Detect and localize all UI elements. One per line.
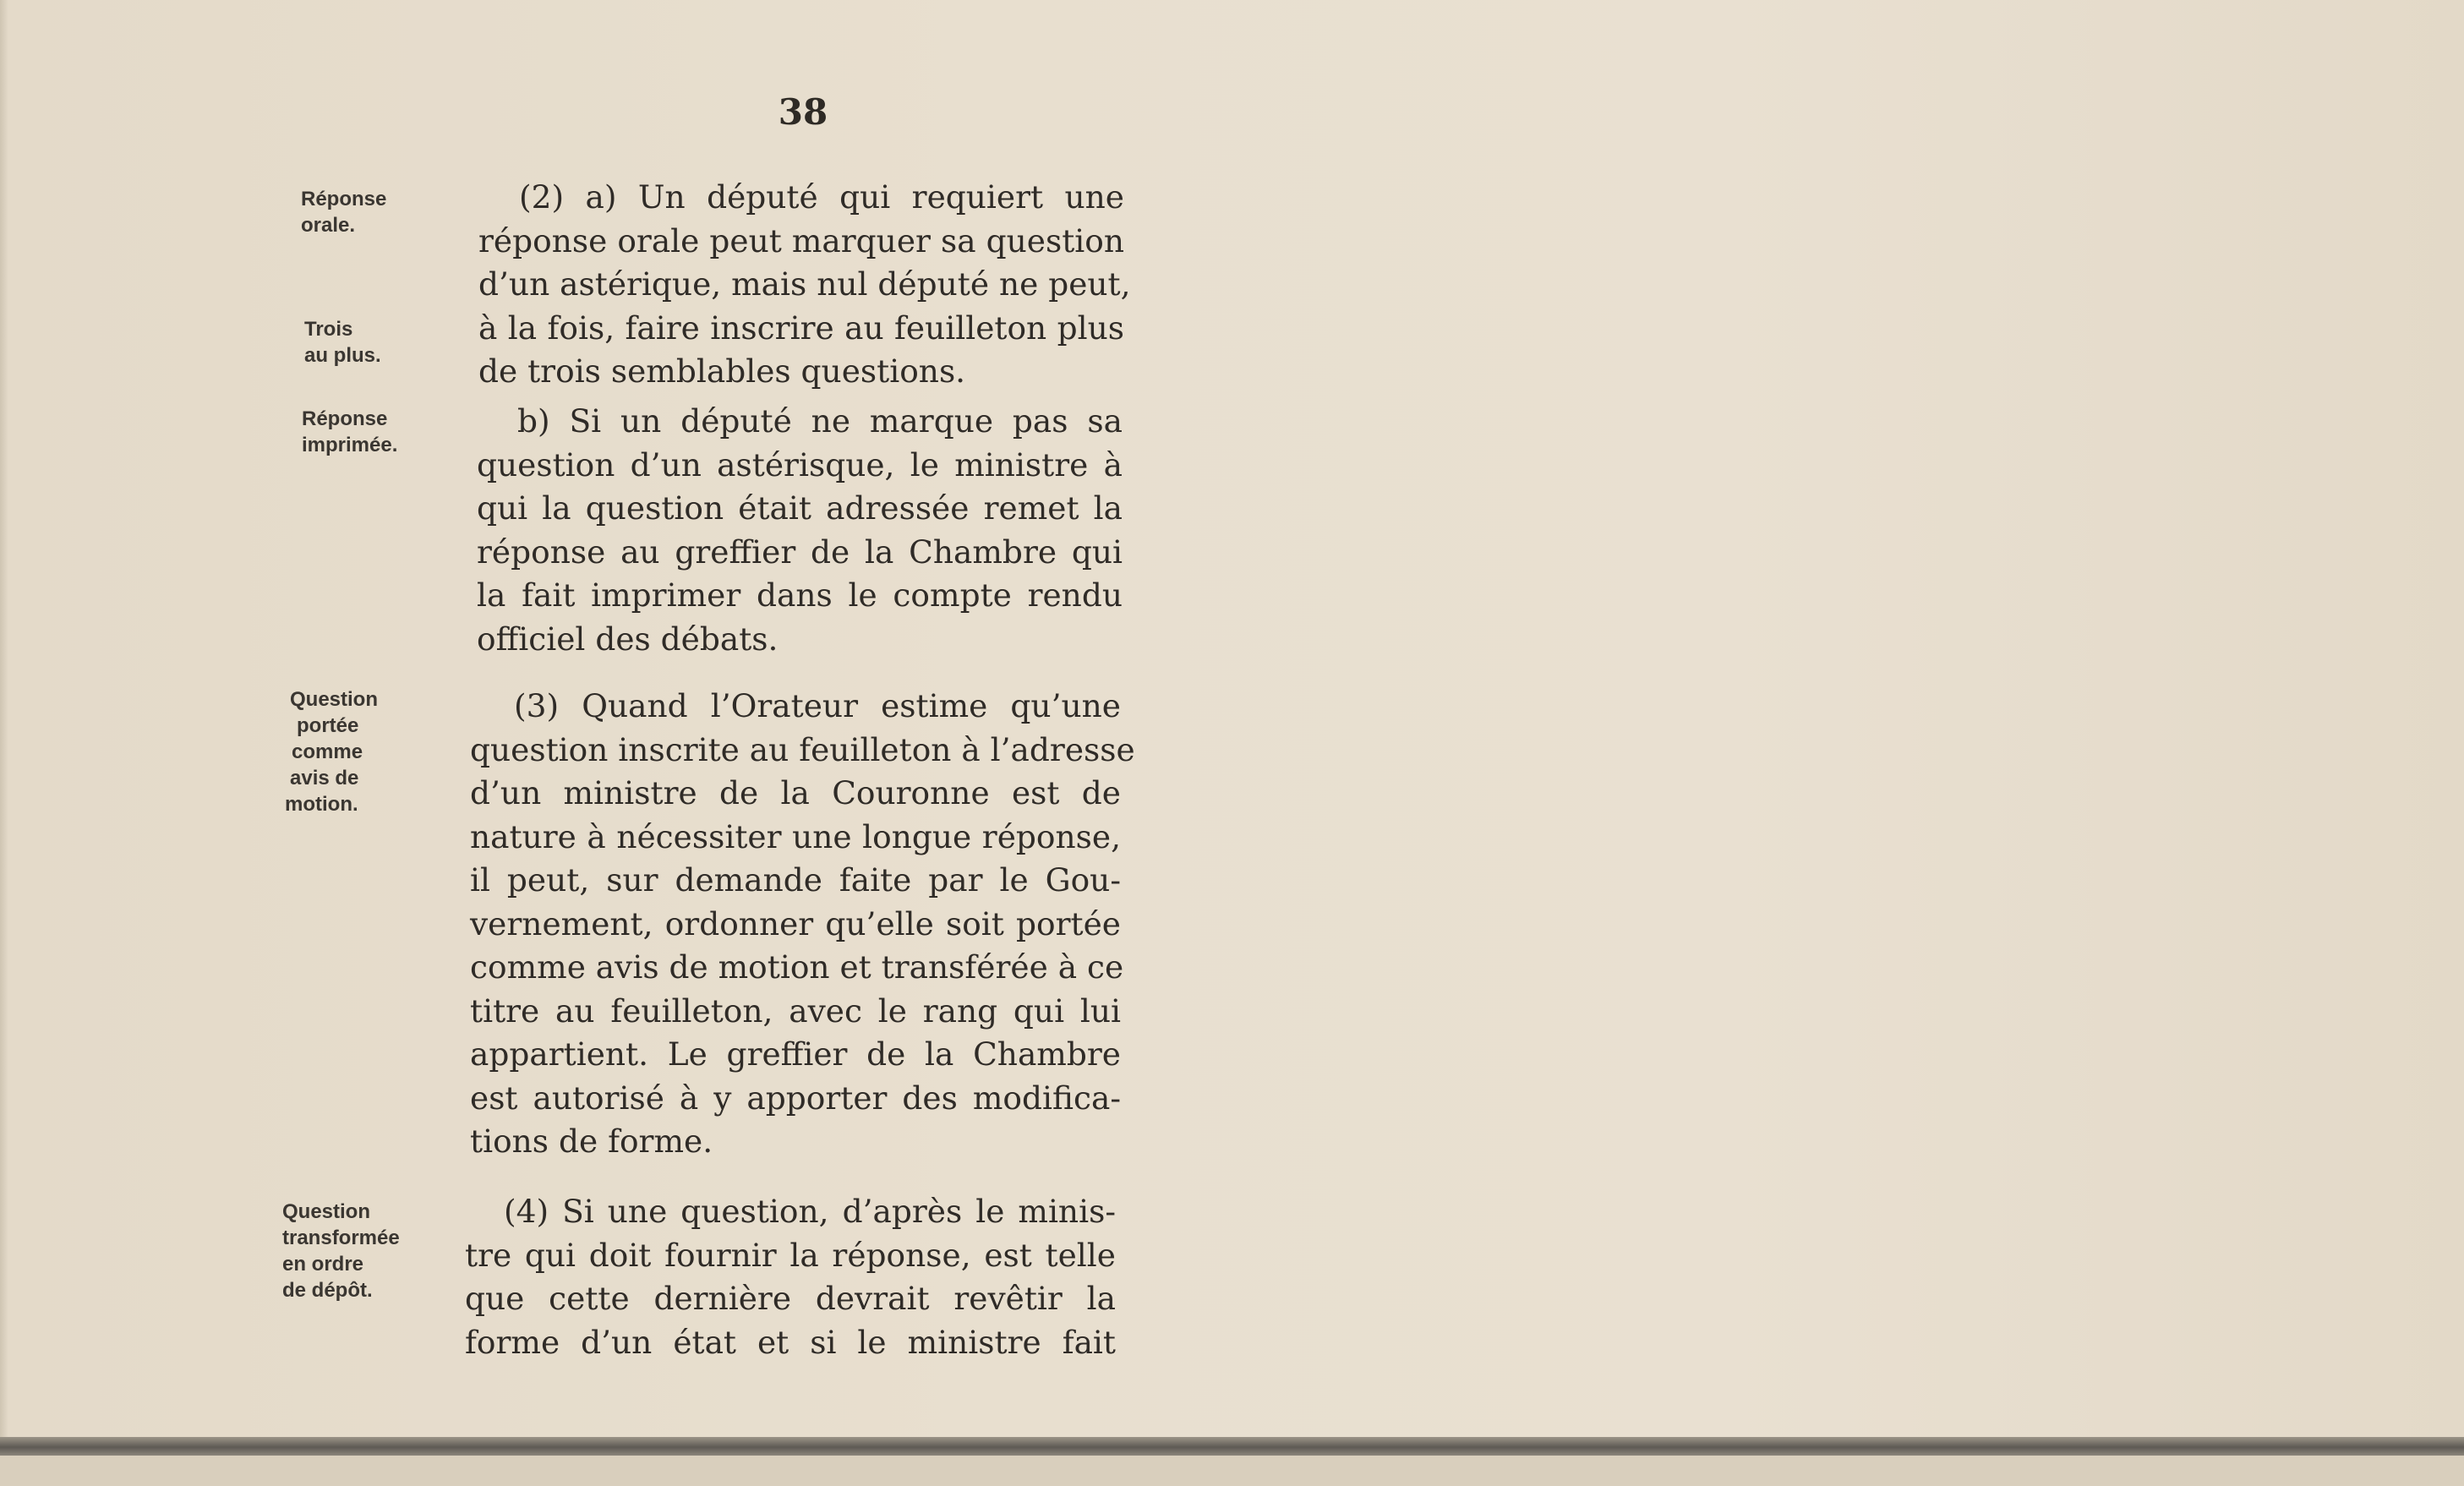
text-line: comme avis de motion et transférée à ce <box>470 948 1124 986</box>
margin-note-line: imprimée. <box>302 434 398 456</box>
text-line: (3) Quand l’Orateur estime qu’une <box>514 687 1121 724</box>
text-line: d’un ministre de la Couronne est de <box>470 774 1121 811</box>
margin-note-line: orale. <box>301 214 356 237</box>
text-line: (4) Si une question, d’après le minis- <box>504 1193 1116 1230</box>
text-line: est autorisé à y apporter des modifica- <box>470 1079 1121 1117</box>
text-line: la fait imprimer dans le compte rendu <box>477 576 1123 614</box>
paragraph-2a <box>478 176 1131 394</box>
text-line: officiel des débats. <box>477 620 779 658</box>
margin-note-reponse-orale <box>301 186 462 238</box>
margin-note-line: en ordre <box>282 1253 364 1276</box>
text-line: nature à nécessiter une longue réponse, <box>470 817 1121 855</box>
margin-note-trois-au-plus <box>304 316 465 369</box>
text-line: que cette dernière devrait revêtir la <box>465 1280 1116 1317</box>
text-line: forme d’un état et si le ministre fait <box>465 1323 1116 1361</box>
margin-note-question-transformee <box>282 1199 443 1303</box>
page-number: 38 <box>778 91 828 133</box>
text-line: question inscrite au feuilleton à l’adresse <box>470 730 1135 768</box>
margin-note-line: Question <box>290 688 379 711</box>
text-line: vernement, ordonner qu’elle soit portée <box>470 904 1121 942</box>
margin-note-line: Réponse <box>301 188 387 210</box>
page-spine-shadow <box>0 0 8 1437</box>
margin-note-reponse-imprimee <box>302 406 462 458</box>
text-line: à la fois, faire inscrire au feuilleton plus <box>478 309 1124 347</box>
margin-note-line: transformée <box>282 1226 400 1249</box>
margin-note-line: avis de <box>290 767 359 789</box>
lower-page-strip <box>0 1456 2464 1486</box>
margin-note-line: Question <box>282 1200 371 1223</box>
page-binding-edge <box>0 1437 2464 1456</box>
text-line: de trois semblables questions. <box>478 352 966 390</box>
text-line: réponse orale peut marquer sa question <box>478 221 1124 260</box>
text-line: b) Si un député ne marque pas sa <box>517 402 1123 440</box>
margin-note-line: de dépôt. <box>282 1279 373 1302</box>
text-line: d’un astérique, mais nul député ne peut, <box>478 265 1131 303</box>
text-line: réponse au greffier de la Chambre qui <box>477 533 1123 571</box>
text-line: tions de forme. <box>470 1123 713 1160</box>
text-line: qui la question était adressée remet la <box>477 489 1123 527</box>
margin-note-line: Réponse <box>302 407 388 430</box>
text-line: question d’un astérisque, le ministre à <box>477 445 1123 483</box>
text-line: titre au feuilleton, avec le rang qui lui <box>470 992 1121 1030</box>
margin-note-question-portee <box>285 686 451 817</box>
text-line: (2) a) Un député qui requiert une <box>519 178 1124 216</box>
text-line: tre qui doit fournir la réponse, est telle <box>465 1236 1116 1274</box>
paragraph-3 <box>470 685 1135 1164</box>
margin-note-line: portée <box>297 714 359 737</box>
margin-note-line: motion. <box>285 793 358 816</box>
paragraph-2b <box>477 400 1123 661</box>
text-line: il peut, sur demande faite par le Gou- <box>470 861 1121 899</box>
margin-note-line: au plus. <box>304 344 381 367</box>
margin-note-line: Trois <box>304 318 353 341</box>
margin-note-line: comme <box>292 740 363 763</box>
paragraph-4 <box>465 1190 1116 1364</box>
text-line: appartient. Le greffier de la Chambre <box>470 1035 1121 1073</box>
